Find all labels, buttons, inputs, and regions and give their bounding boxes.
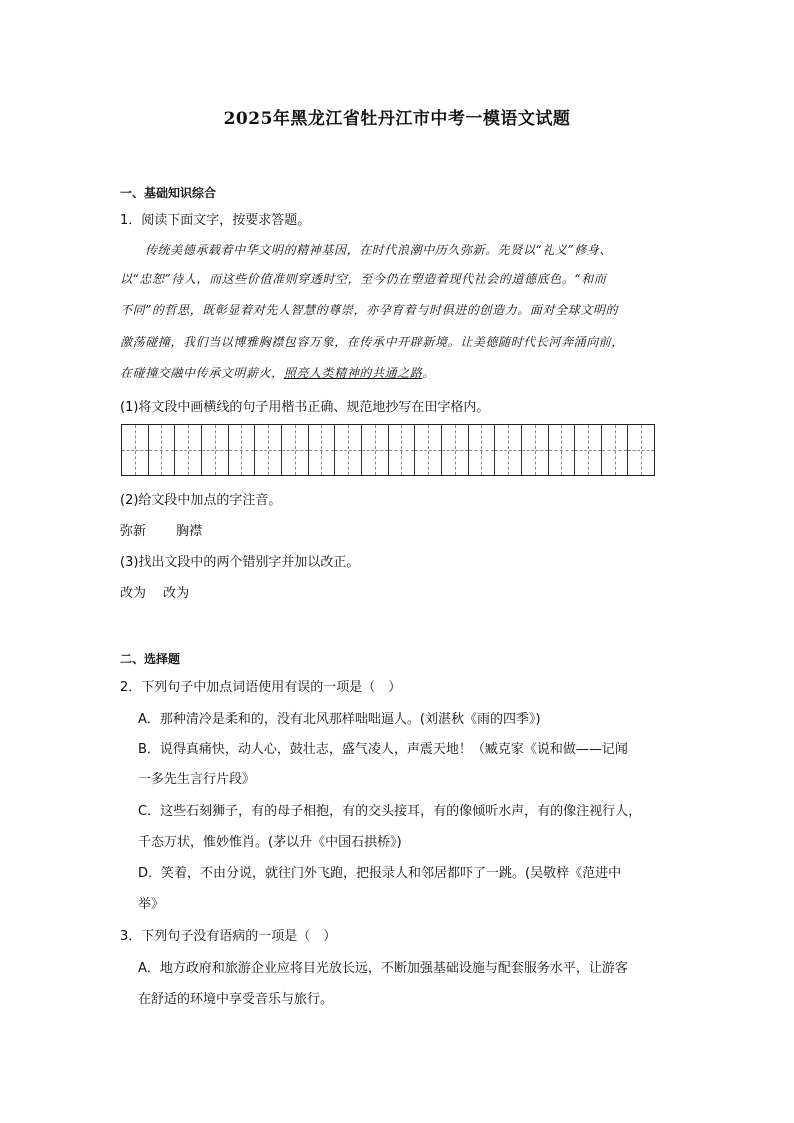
q3-option-a-cont: 在舒适的环境中享受音乐与旅行。 [138, 992, 334, 1007]
q2-option-d-cont: 举》 [138, 897, 165, 912]
sub-question-2-answer-blanks: 弥新 胸襟 [120, 524, 203, 539]
grid-cell[interactable] [309, 425, 336, 475]
grid-cell[interactable] [229, 425, 256, 475]
underlined-sentence: 照亮人类精神的共通之路 [283, 366, 423, 380]
passage-line-5-text: 在碰撞交融中传承文明薪火， [120, 366, 284, 380]
question-2-stem: 2．下列句子中加点词语使用有误的一项是（ ） [120, 680, 402, 695]
passage-line-3: 不同”的哲思，既彰显着对先人智慧的尊崇，亦孕育着与时俱进的创造力。面对全球文明的 [120, 303, 619, 317]
grid-cell[interactable] [362, 425, 389, 475]
passage-line-2: 以“忠恕”待人，而这些价值准则穿透时空，至今仍在塑造着现代社会的道德底色。“和而 [120, 272, 607, 286]
q2-option-b: B．说得真痛快，动人心，鼓壮志，盛气凌人，声震天地！（臧克家《说和做——记闻 [138, 742, 628, 757]
question-1-stem: 1．阅读下面文字，按要求答题。 [120, 213, 311, 228]
q2-option-a: A．那种清冷是柔和的，没有北风那样咄咄逼人。(刘湛秋《雨的四季》) [138, 712, 541, 727]
q2-option-d: D．笑着，不由分说，就往门外飞跑，把报录人和邻居都吓了一跳。(吴敬梓《范进中 [138, 866, 622, 881]
section1-heading: 一、基础知识综合 [120, 186, 217, 200]
grid-cell[interactable] [175, 425, 202, 475]
passage-line-4: 激荡碰撞，我们当以博雅胸襟包容万象，在传承中开辟新境。让美德随时代长河奔涌向前， [120, 335, 625, 349]
grid-cell[interactable] [522, 425, 549, 475]
q2-option-c-cont: 千态万状，惟妙惟肖。(茅以升《中国石拱桥》) [138, 835, 402, 850]
grid-cell[interactable] [469, 425, 496, 475]
question-3-stem: 3．下列句子没有语病的一项是（ ） [120, 929, 337, 944]
grid-cell[interactable] [389, 425, 416, 475]
passage-line-5 [120, 364, 435, 381]
page-title: 2025年黑龙江省牡丹江市中考一模语文试题 [223, 109, 571, 129]
grid-cell[interactable] [122, 425, 149, 475]
grid-cell[interactable] [149, 425, 176, 475]
grid-cell[interactable] [495, 425, 522, 475]
grid-cell[interactable] [549, 425, 576, 475]
grid-cell[interactable] [575, 425, 602, 475]
grid-cell[interactable] [335, 425, 362, 475]
grid-cell[interactable] [628, 425, 654, 475]
sub-question-3: (3)找出文段中的两个错别字并加以改正。 [120, 555, 360, 570]
grid-cell[interactable] [602, 425, 629, 475]
grid-cell[interactable] [415, 425, 442, 475]
grid-cell[interactable] [202, 425, 229, 475]
grid-cell[interactable] [442, 425, 469, 475]
grid-cell[interactable] [282, 425, 309, 475]
q2-option-b-cont: 一多先生言行片段》 [138, 772, 256, 787]
section2-heading: 二、选择题 [120, 652, 181, 666]
q3-option-a: A．地方政府和旅游企业应将目光放长远，不断加强基础设施与配套服务水平，让游客 [138, 961, 628, 976]
q2-option-c: C．这些石刻狮子，有的母子相抱，有的交头接耳，有的像倾听水声，有的像注视行人， [138, 804, 642, 819]
sub-question-3-answer-blanks: 改为 改为 [120, 586, 190, 601]
passage-line-5-end: 。 [422, 366, 436, 380]
passage-line-1: 传统美德承载着中华文明的精神基因，在时代浪潮中历久弥新。先贤以“礼义”修身、 [145, 243, 613, 257]
sub-question-2: (2)给文段中加点的字注音。 [120, 493, 282, 508]
tianzige-writing-grid[interactable] [121, 424, 655, 476]
sub-question-1: (1)将文段中画横线的句子用楷书正确、规范地抄写在田字格内。 [120, 400, 490, 415]
grid-cell[interactable] [255, 425, 282, 475]
